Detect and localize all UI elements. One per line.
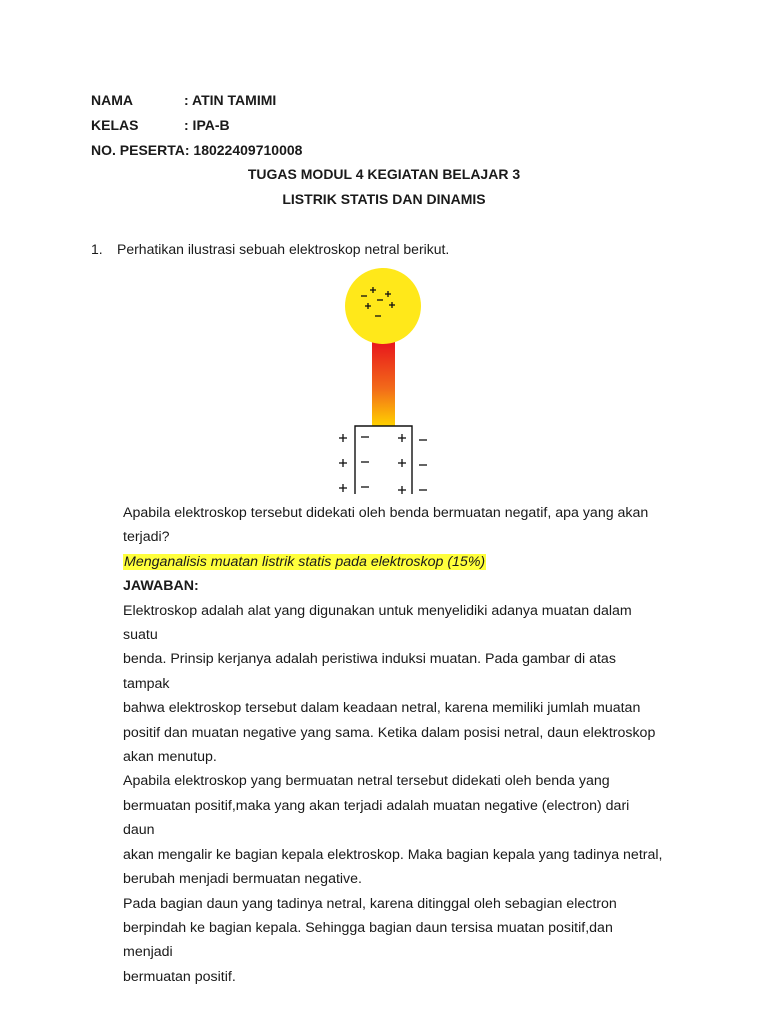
answer-p2-line2: bermuatan positif,maka yang akan terjadi adalah muatan negative (electron) dari daun: [123, 797, 630, 839]
answer-p2-line1: Apabila elektroskop yang bermuatan netral tersebut didekati oleh benda yang: [123, 773, 610, 790]
question-prompt: [123, 501, 663, 989]
answer-p3-line3: bermuatan positif.: [123, 968, 236, 985]
answer-p2-line4: berubah menjadi bermuatan negative.: [123, 871, 362, 888]
answer-p3-line1: Pada bagian daun yang tadinya netral, karena ditinggal oleh sebagian electron: [123, 895, 617, 912]
title-line2: LISTRIK STATIS DAN DINAMIS: [282, 191, 486, 207]
prompt-line-1: Apabila elektroskop tersebut didekati oleh benda bermuatan negatif, apa yang akan: [123, 505, 649, 521]
electroscope-box: [355, 426, 412, 494]
electroscope-head: [345, 268, 421, 344]
answer-p1-line3: bahwa elektroskop tersebut dalam keadaan netral, karena memiliki jumlah muatan: [123, 700, 641, 717]
objective-highlight: Menganalisis muatan listrik statis pada elektroskop (15%): [124, 553, 486, 570]
prompt-line-2: terjadi?: [123, 529, 170, 546]
answer-p1-line2: benda. Prinsip kerjanya adalah peristiwa induksi muatan. Pada gambar di atas tampak: [123, 651, 616, 692]
peserta-line: NO. PESERTA: 18022409710008: [91, 142, 303, 158]
leaf-charges: [339, 434, 427, 494]
answer-p2-line3: akan mengalir ke bagian kepala elektroskop. Maka bagian kepala yang tadinya netral,: [123, 846, 663, 863]
electroscope-rod: [372, 342, 395, 426]
answer-p3-line2: berpindah ke bagian kepala. Sehingga bagian daun tersisa muatan positif,dan menjadi: [123, 919, 613, 961]
kelas-value: : IPA-B: [184, 117, 230, 133]
objective-line: [123, 550, 663, 574]
title-line1: TUGAS MODUL 4 KEGIATAN BELAJAR 3: [247, 166, 521, 182]
kelas-label: KELAS: [91, 117, 139, 133]
nama-value: : ATIN TAMIMI: [184, 92, 277, 108]
answer-label: JAWABAN:: [123, 578, 199, 595]
question-text: Perhatikan ilustrasi sebuah elektroskop netral berikut.: [117, 241, 450, 257]
nama-label: NAMA: [91, 92, 133, 108]
question-number: 1.: [91, 241, 103, 257]
answer-p1-line1: Elektroskop adalah alat yang digunakan untuk menyelidiki adanya muatan dalam suatu: [123, 602, 632, 644]
answer-p1-line4: positif dan muatan negative yang sama. Ketika dalam posisi netral, daun elektroskop: [123, 724, 656, 741]
answer-p1-line5: akan menutup.: [123, 749, 217, 766]
